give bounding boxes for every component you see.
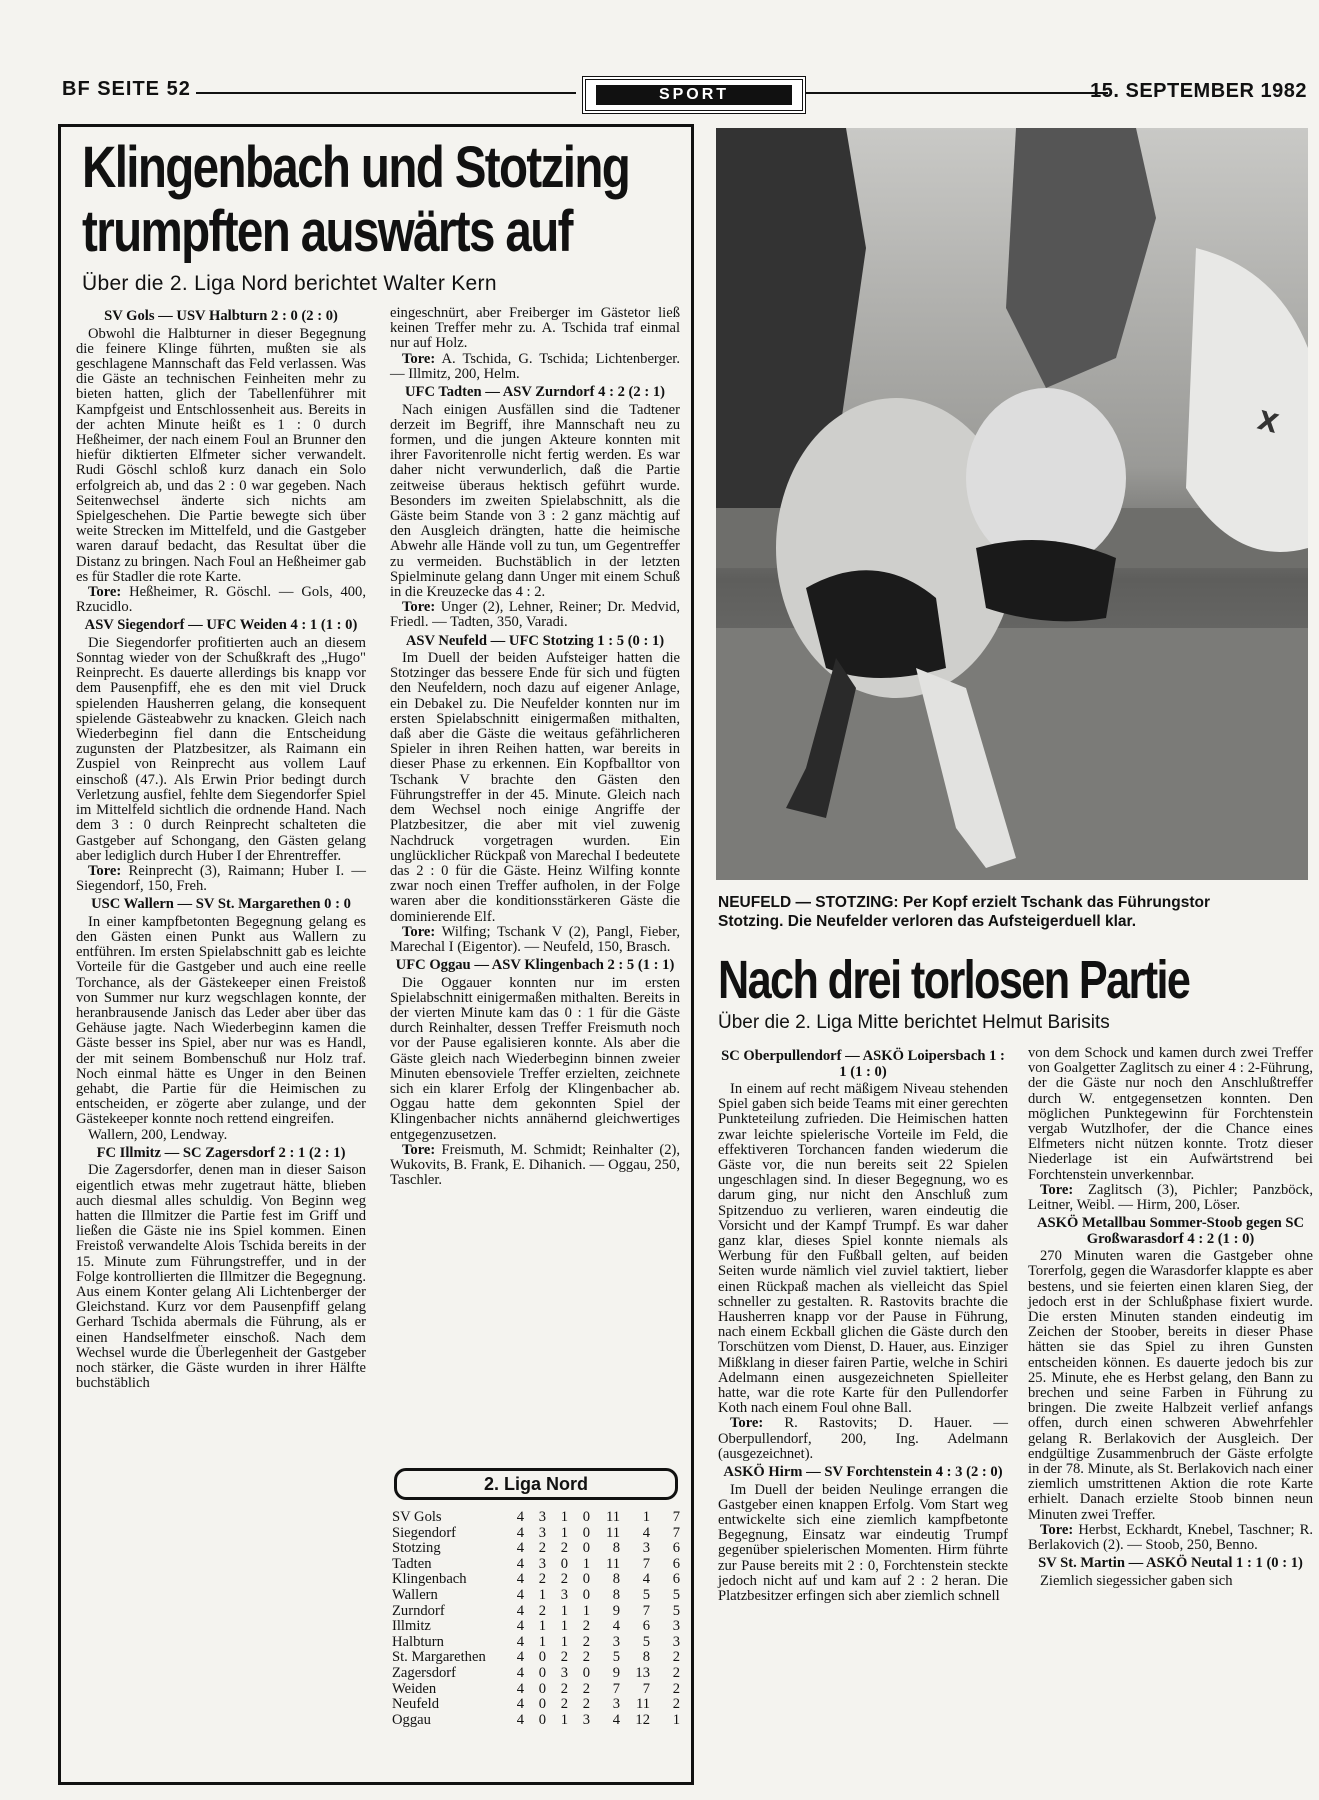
match-report-paragraph: Im Duell der beiden Neulinge errangen die Gastgeber einen knappen Erfolg. Vom Start weg entwickelte sich eine ziemlich kampfbetonte Begegnung, Einsatz war eindeutig Trumpf gegenüber spielerischen Momenten. Hirm führte zur Pause bereits mit 2 : 0, Forchtenstein steckte jedoch nicht auf und kam auf 2 : 2 heran. Die Platzbesitzer erfingen sich aber ziemlich schnell [718,1481,1008,1604]
table-cell: 4 [642,1524,650,1541]
table-cell: 0 [582,1509,590,1525]
page-number: BF SEITE 52 [62,78,191,100]
table-cell: 4 [612,1711,620,1728]
table-row [392,1572,680,1588]
scorers-label: Tore: [1040,1181,1074,1198]
table-cell: 8 [612,1571,620,1588]
match-heading: SV St. Martin — ASKÖ Neutal 1 : 1 (0 : 1) [1038,1555,1303,1572]
right-article-column-1 [718,1046,1008,1604]
table-cell: 11 [605,1555,620,1572]
match-heading: SV Gols — USV Halbturn 2 : 0 (2 : 0) [104,308,338,324]
table-cell: 11 [605,1509,620,1525]
table-cell: 4 [516,1586,524,1603]
match-scorers: Tore: Unger (2), Lehner, Reiner; Dr. Medvid, Friedl. — Tadten, 350, Varadi. [390,599,680,631]
table-cell: 0 [538,1649,546,1666]
table-cell: 1 [672,1711,680,1728]
table-row [392,1650,680,1666]
table-cell: 11 [605,1524,620,1541]
table-row [392,1682,680,1698]
table-cell: 1 [560,1524,568,1541]
header-rule-right [806,92,1108,94]
scorers-label: Tore: [402,1141,436,1158]
table-cell: 0 [538,1680,546,1697]
table-cell: 5 [672,1602,680,1619]
table-cell: 1 [560,1711,568,1728]
table-cell: 3 [560,1586,568,1603]
table-cell: 1 [582,1602,590,1619]
match-report-paragraph: Die Zagersdorfer, denen man in dieser Saison eigentlich etwas mehr zugetraut hätte, blieben auch diesmal alles schuldig. Von Beginn weg hatten die Illmitzer die Partie fest im Griff und ließen die Gäste nie ins Spiel kommen. Einen Freistoß verwandelte Alois Tschida bereits in der 15. Minute zum Führungstreffer, und in der Folge kontrollierten die Illmitzer die Begegnung. Aus einem Konter gelang Ali Lichtenberger der Gleichstand. Kurz vor dem Pausenpfiff gelang Gerhard Tschida abermals die Führung, als er einen Handselfmeter einschoß. Nach dem Wechsel wurde die Überlegenheit der Gastgeber noch stärker, die Gäste wurden in ihrer Hälfte buchstäblich [76,1162,366,1392]
team-name: Tadten [392,1555,432,1572]
match-report-paragraph: Im Duell der beiden Aufsteiger hatten die Stotzinger das bessere Ende für sich und fügten den Neufeldern, noch dazu auf eigener Anlage, ein Debakel zu. Die Neufelder konnten nur im ersten Spielabschnitt einigermaßen mithalten, daß aber die Gäste die weitaus gefährlicheren Spieler in ihren Reihen hatten, war bereits in dieser Phase zu erkennen. Ein Kopfballtor von Tschank V brachte den Gästen den Führungstreffer in der 45. Minute. Gleich nach dem Wechsel noch einige Angriffe der Platzbesitzer, die aber mit viel zuwenig Nachdruck vorgetragen wurden. Ein unglücklicher Rückpaß von Marechal I bedeutete das 2 : 0 für die Gäste. Heinz Wilfing konnte zwar noch einen Treffer aufholen, in der Folge waren aber die konditionsstärkeren Gäste die dominierende Elf. [390,650,680,925]
table-cell: 2 [672,1680,680,1697]
match-heading: SC Oberpullendorf — ASKÖ Loipersbach 1 : 1 (1 : 0) [721,1048,1005,1080]
table-cell: 3 [538,1524,546,1541]
team-name: St. Margarethen [392,1649,486,1666]
table-cell: 4 [516,1649,524,1666]
match-heading: USC Wallern — SV St. Margarethen 0 : 0 [91,896,351,913]
table-cell: 7 [612,1680,620,1697]
team-name: Siegendorf [392,1524,457,1541]
team-name: Oggau [392,1711,431,1728]
right-article-byline: Über die 2. Liga Mitte berichtet Helmut Barisits [718,1012,1110,1033]
table-cell: 0 [582,1571,590,1588]
table-cell: 0 [582,1586,590,1603]
table-cell: 6 [642,1618,650,1635]
table-cell: 0 [582,1524,590,1541]
table-cell: 2 [538,1571,546,1588]
table-cell: 2 [672,1664,680,1681]
scorers-label: Tore: [1040,1521,1074,1538]
match-photo [716,128,1308,880]
table-cell: 0 [582,1664,590,1681]
table-cell: 4 [516,1618,524,1635]
table-cell: 2 [582,1618,590,1635]
table-cell: 3 [612,1696,620,1713]
table-cell: 3 [672,1633,680,1650]
table-cell: 3 [538,1509,546,1525]
table-cell: 4 [516,1633,524,1650]
left-article-byline: Über die 2. Liga Nord berichtet Walter Kern [82,272,497,295]
table-cell: 4 [516,1711,524,1728]
table-row [392,1635,680,1651]
section-label-text: SPORT [596,85,792,105]
team-name: Klingenbach [392,1571,467,1588]
table-cell: 4 [516,1680,524,1697]
table-cell: 3 [642,1540,650,1557]
table-row [392,1666,680,1682]
table-cell: 1 [538,1633,546,1650]
table-cell: 2 [560,1571,568,1588]
table-cell: 2 [560,1649,568,1666]
table-cell: 6 [672,1555,680,1572]
table-cell: 3 [560,1664,568,1681]
table-cell: 6 [672,1571,680,1588]
table-row [392,1697,680,1713]
team-name: Zagersdorf [392,1664,457,1681]
match-report-paragraph: 270 Minuten waren die Gastgeber ohne Torerfolg, gegen die Warasdorfer klappte es aber bestens, und sie feierten einen klaren Sieg, der jedoch erst in der Schlußphase fixiert wurde. Die ersten Minuten standen eindeutig im Zeichen der Stoober, bereits in dieser Phase hätten sie das Spiel zu ihren Gunsten entscheiden können. Es dauerte jedoch bis zur 25. Minute, ehe es Herbst gelang, den Bann zu brechen und seine Farben in Führung zu bringen. Die zweite Halbzeit verlief anfangs offen, durch einen schweren Abwehrfehler gelang R. Berlakovich der Ausgleich. Der endgültige Zusammenbruch der Gäste erfolgte in der 78. Minute, als St. Berlakovich nach einer ziemlich umstrittenen Aktion die rote Karte erhielt. Danach erzielte Stoob binnen neun Minuten zwei Treffer. [1028,1248,1313,1523]
table-cell: 7 [672,1524,680,1541]
team-name: Illmitz [392,1618,431,1635]
table-cell: 0 [538,1711,546,1728]
table-cell: 4 [642,1571,650,1588]
team-name: SV Gols [392,1509,442,1525]
match-report-paragraph: Ziemlich siegessicher gaben sich [1040,1572,1233,1589]
scorers-label: Tore: [88,862,122,879]
table-cell: 4 [516,1555,524,1572]
table-cell: 2 [538,1602,546,1619]
table-row [392,1604,680,1620]
table-cell: 2 [582,1680,590,1697]
match-report-paragraph: Obwohl die Halbturner in dieser Begegnung die feinere Klinge führten, mußten sie als geschlagene Mannschaft das Feld verlassen. Was die Gäste an technischen Feinheiten mehr zu bieten hatten, glich der Tabellenführer mit Kampfgeist und Entschlossenheit aus. Bereits in der achten Minute heißt es 1 : 0 durch Heßheimer, der nach einem Foul an Brunner den hiefür diktierten Elfmeter sicher verwandelt. Rudi Göschl schloß kurz danach ein Solo erfolgreich ab, und das 2 : 0 war gegeben. Nach Seitenwechsel änderte sich nichts am Spielgeschehen. Die Partie bewegte sich über weite Strecken im Mittelfeld, und die Gastgeber waren darauf bedacht, das Resultat über die Distanz zu bringen. Nach Foul an Heßheimer gab es für Stadler die rote Karte. [76,325,366,585]
table-cell: 2 [672,1649,680,1666]
svg-text:X: X [1254,405,1282,440]
photo-caption: NEUFELD — STOTZING: Per Kopf erzielt Tschank das Führungstor Stotzing. Die Neufelder verloren das Aufsteigerduell klar. [718,894,1211,930]
team-name: Wallern [392,1586,438,1603]
match-scorers: Tore: Heßheimer, R. Göschl. — Gols, 400, Rzucidlo. [76,583,366,616]
table-row [392,1510,680,1526]
table-row [392,1557,680,1573]
scorers-label: Tore: [402,350,436,367]
table-cell: 0 [538,1696,546,1713]
table-cell: 4 [516,1524,524,1541]
match-heading: ASKÖ Metallbau Sommer-Stoob gegen SC Großwarasdorf 4 : 2 (1 : 0) [1036,1215,1304,1247]
table-cell: 2 [560,1540,568,1557]
table-cell: 0 [538,1664,546,1681]
table-cell: 2 [582,1649,590,1666]
match-scorers: Tore: A. Tschida, G. Tschida; Lichtenberger. — Illmitz, 200, Helm. [390,350,680,382]
table-row [392,1526,680,1542]
table-cell: 1 [560,1509,568,1525]
match-heading: UFC Oggau — ASV Klingenbach 2 : 5 (1 : 1) [395,957,675,974]
table-cell: 2 [672,1696,680,1713]
table-cell: 9 [612,1664,620,1681]
table-cell: 4 [516,1664,524,1681]
team-name: Halbturn [392,1633,444,1650]
table-row [392,1713,680,1729]
team-name: Stotzing [392,1540,441,1557]
header-rule-left [196,92,576,94]
team-name: Neufeld [392,1696,440,1713]
table-cell: 5 [672,1586,680,1603]
table-cell: 2 [582,1696,590,1713]
team-name: Weiden [392,1680,437,1697]
table-cell: 7 [642,1602,650,1619]
league-table-title: 2. Liga Nord [394,1468,678,1500]
team-name: Zurndorf [392,1602,445,1619]
match-scorers: Tore: Reinprecht (3), Raimann; Huber I. — Siegendorf, 150, Freh. [76,862,366,895]
table-cell: 9 [612,1602,620,1619]
table-cell: 3 [612,1633,620,1650]
table-cell: 0 [582,1540,590,1557]
match-report-paragraph: von dem Schock und kamen durch zwei Treffer von Goalgetter Zaglitsch zu einer 4 : 2-Führung, der die Gäste nur noch den Anschlußtreffer durch W. entgegensetzen konnten. Den möglichen Punktegewinn für Forchtenstein vergab Wutzlhofer, der die Chance eines Elfmeters nicht nützen konnte. Trotz dieser Niederlage ist ein Aufwärtstrend bei Forchtenstein unverkennbar. [1028,1045,1313,1183]
match-scorers: Tore: Wilfing; Tschank V (2), Pangl, Fieber, Marechal I (Eigentor). — Neufeld, 150, Brasch. [390,923,680,955]
match-heading: FC Illmitz — SC Zagersdorf 2 : 1 (2 : 1) [96,1144,346,1161]
table-cell: 2 [560,1680,568,1697]
left-article-headline: Klingenbach und Stotzing trumpften auswärts auf [82,135,630,264]
match-scorers: Wallern, 200, Lendway. [88,1126,228,1143]
table-cell: 8 [642,1649,650,1666]
match-report-paragraph: In einer kampfbetonten Begegnung gelang es den Gästen einen Punkt aus Wallern zu entführen. Im ersten Spielabschnitt gab es leichte Vorteile für die Gastgeber und auch eine reelle Torchance, als der Gästekeeper einen Freistoß von Summer nur kurz wegschlagen konnte, der heranbrausende Janisch das Leder aber über das Gehäuse jagte. Nach Wiederbeginn kamen die Gäste besser ins Spiel, aber nur was es Handl, der mit seinem Bombenschuß nur Holz traf. Noch einmal hätte es Unger in den Beinen gehabt, die Partie für die Heimischen zu entscheiden, er zögerte aber zulange, und der Gästekeeper konnte noch rettend eingreifen. [76,913,366,1128]
match-heading: UFC Tadten — ASV Zurndorf 4 : 2 (2 : 1) [404,384,665,401]
scorers-label: Tore: [88,583,122,600]
match-report-paragraph: Die Oggauer konnten nur im ersten Spielabschnitt einigermaßen mithalten. Bereits in der vierten Minute kam das 0 : 1 für die Gäste durch Reinhalter, dessen Treffer Freismuth noch vor der Pause egalisieren konnte. Als aber die Gäste gleich nach Wiederbeginn binnen zweier Minuten ebensoviele Treffer erzielten, zeichnete sich ein klarer Erfolg der Klingenbacher ab. Oggau hatte dem gekonnten Spiel der Klingenbacher nichts annähernd gleichwertiges entgegenzusetzen. [390,974,680,1143]
table-cell: 1 [560,1602,568,1619]
table-cell: 2 [582,1633,590,1650]
table-cell: 5 [642,1586,650,1603]
table-cell: 2 [560,1696,568,1713]
scorers-label: Tore: [402,599,436,616]
table-cell: 13 [635,1664,650,1681]
table-cell: 3 [582,1711,590,1728]
table-cell: 0 [560,1555,568,1572]
match-heading: ASV Neufeld — UFC Stotzing 1 : 5 (0 : 1) [405,632,665,649]
right-article-headline: Nach drei torlosen Partie [718,950,1190,1010]
table-row [392,1588,680,1604]
table-cell: 7 [642,1555,650,1572]
match-heading: ASKÖ Hirm — SV Forchtenstein 4 : 3 (2 : 0) [723,1464,1003,1481]
table-cell: 5 [612,1649,620,1666]
table-cell: 8 [612,1586,620,1603]
match-report-paragraph: eingeschnürt, aber Freiberger im Gästetor ließ keinen Treffer mehr zu. A. Tschida traf einmal nur auf Holz. [390,305,680,352]
match-report-paragraph: Nach einigen Ausfällen sind die Tadtener derzeit im Begriff, ihre Mannschaft neu zu formen, und die jungen Akteure konnten mit ihrer Favoritenrolle nicht fertig werden. Es war daher nicht verwunderlich, daß die Partie zeitweise überaus hektisch geführt wurde. Besonders im zweiten Spielabschnitt, als die Gäste beim Stande von 3 : 2 ganz mächtig auf den Ausgleich drängten, hatte die heimische Abwehr alle Hände voll zu tun, um Gegentreffer zu vermeiden. Buchstäblich in der letzten Spielminute gelang dann Unger mit einem Schuß in die Kreuzecke das 4 : 2. [390,401,680,600]
table-cell: 4 [612,1618,620,1635]
table-cell: 3 [538,1555,546,1572]
right-article-column-2 [1028,1046,1313,1589]
table-cell: 1 [538,1618,546,1635]
table-cell: 7 [672,1509,680,1525]
table-cell: 4 [516,1696,524,1713]
match-scorers: Tore: R. Rastovits; D. Hauer. — Oberpullendorf, 200, Ing. Adelmann (ausgezeichnet). [718,1415,1008,1462]
table-cell: 8 [612,1540,620,1557]
table-cell: 1 [582,1555,590,1572]
match-scorers: Tore: Herbst, Eckhardt, Knebel, Taschner; R. Berlakovich (2). — Stoob, 250, Benno. [1028,1521,1313,1554]
table-cell: 2 [538,1540,546,1557]
left-article-column-1 [76,306,366,1391]
table-cell: 4 [516,1540,524,1557]
table-cell: 4 [516,1509,524,1525]
table-cell: 5 [642,1633,650,1650]
match-report-paragraph: Die Siegendorfer profitierten auch an diesem Sonntag wieder von der Schußkraft des „Hugo" Reinprecht. Es dauerte allerdings bis knapp vor dem Pausenpfiff, ehe es den mit viel Druck spielenden Hausherren gelang, die konsequent spielende Gästeabwehr zu knacken. Gleich nach Wiederbeginn fiel dann die Entscheidung zugunsten der Platzbesitzer, als Raimann ein Zuspiel von Reinprecht aus vollem Lauf einschoß (47.). Als Erwin Prior bedingt durch Verletzung ausfiel, fehlte dem Siegendorfer Spiel im Mittelfeld sichtlich die ordnende Hand. Nach dem 3 : 0 durch Reinprecht schalteten die Gastgeber auf Schongang, den Gästen gelang aber lediglich durch Huber I der Ehrentreffer. [76,634,366,864]
match-report-paragraph: In einem auf recht mäßigem Niveau stehenden Spiel gaben sich beide Teams mit einer gerechten Punkteteilung zufrieden. Die Heimischen hatten zwar leichte spielerische Vorteile im Feld, die effektiveren Torchancen fanden wiederum die Gäste vor, die nun bereits seit 22 Spielen ungeschlagen sind. In dieser Begegnung, wo es darum ging, nur nicht den Anschluß zum Spitzenduo zu verlieren, waren eindeutig die Vorsicht und der Kampf Trumpf. Es war daher ganz klar, dieses Spiel konnte niemals als Werbung für den Fußball gelten, auf beiden Seiten wurde nämlich viel zuviel taktiert, lieber einen Rückpaß machen als vielleicht das Spiel schneller zu gestalten. R. Rastovits brachte die Hausherren knapp vor der Pause in Führung, nach einem Eckball glichen die Gäste durch den Torschützen vom Dienst, D. Hauer, aus. Einziger Mißklang in dieser fairen Partie, welche in Schiri Adelmann einen ausgezeichneten Spielleiter hatte, war die rote Karte für den Pullendorfer Koth nach einem Foul ohne Ball. [718,1081,1008,1417]
league-table [392,1510,680,1728]
table-cell: 4 [516,1602,524,1619]
table-cell: 12 [635,1711,650,1728]
table-cell: 3 [672,1618,680,1635]
table-row [392,1541,680,1557]
table-cell: 4 [516,1571,524,1588]
table-cell: 11 [635,1696,650,1713]
table-row [392,1619,680,1635]
table-cell: 1 [642,1509,650,1525]
table-cell: 1 [560,1618,568,1635]
match-heading: ASV Siegendorf — UFC Weiden 4 : 1 (1 : 0) [84,617,358,634]
scorers-label: Tore: [730,1415,764,1432]
scorers-label: Tore: [402,923,436,940]
left-article-column-2 [390,306,680,1188]
match-scorers: Tore: Zaglitsch (3), Pichler; Panzböck, Leitner, Weibl. — Hirm, 200, Löser. [1028,1181,1313,1214]
table-cell: 7 [642,1680,650,1697]
issue-date: 15. SEPTEMBER 1982 [1090,80,1307,102]
table-cell: 1 [538,1586,546,1603]
match-photo-image [716,128,1308,880]
section-label [582,76,806,114]
table-cell: 6 [672,1540,680,1557]
match-scorers: Tore: Freismuth, M. Schmidt; Reinhalter (2), Wukovits, B. Frank, E. Dihanich. — Oggau, 250, Taschler. [390,1141,680,1189]
table-cell: 1 [560,1633,568,1650]
